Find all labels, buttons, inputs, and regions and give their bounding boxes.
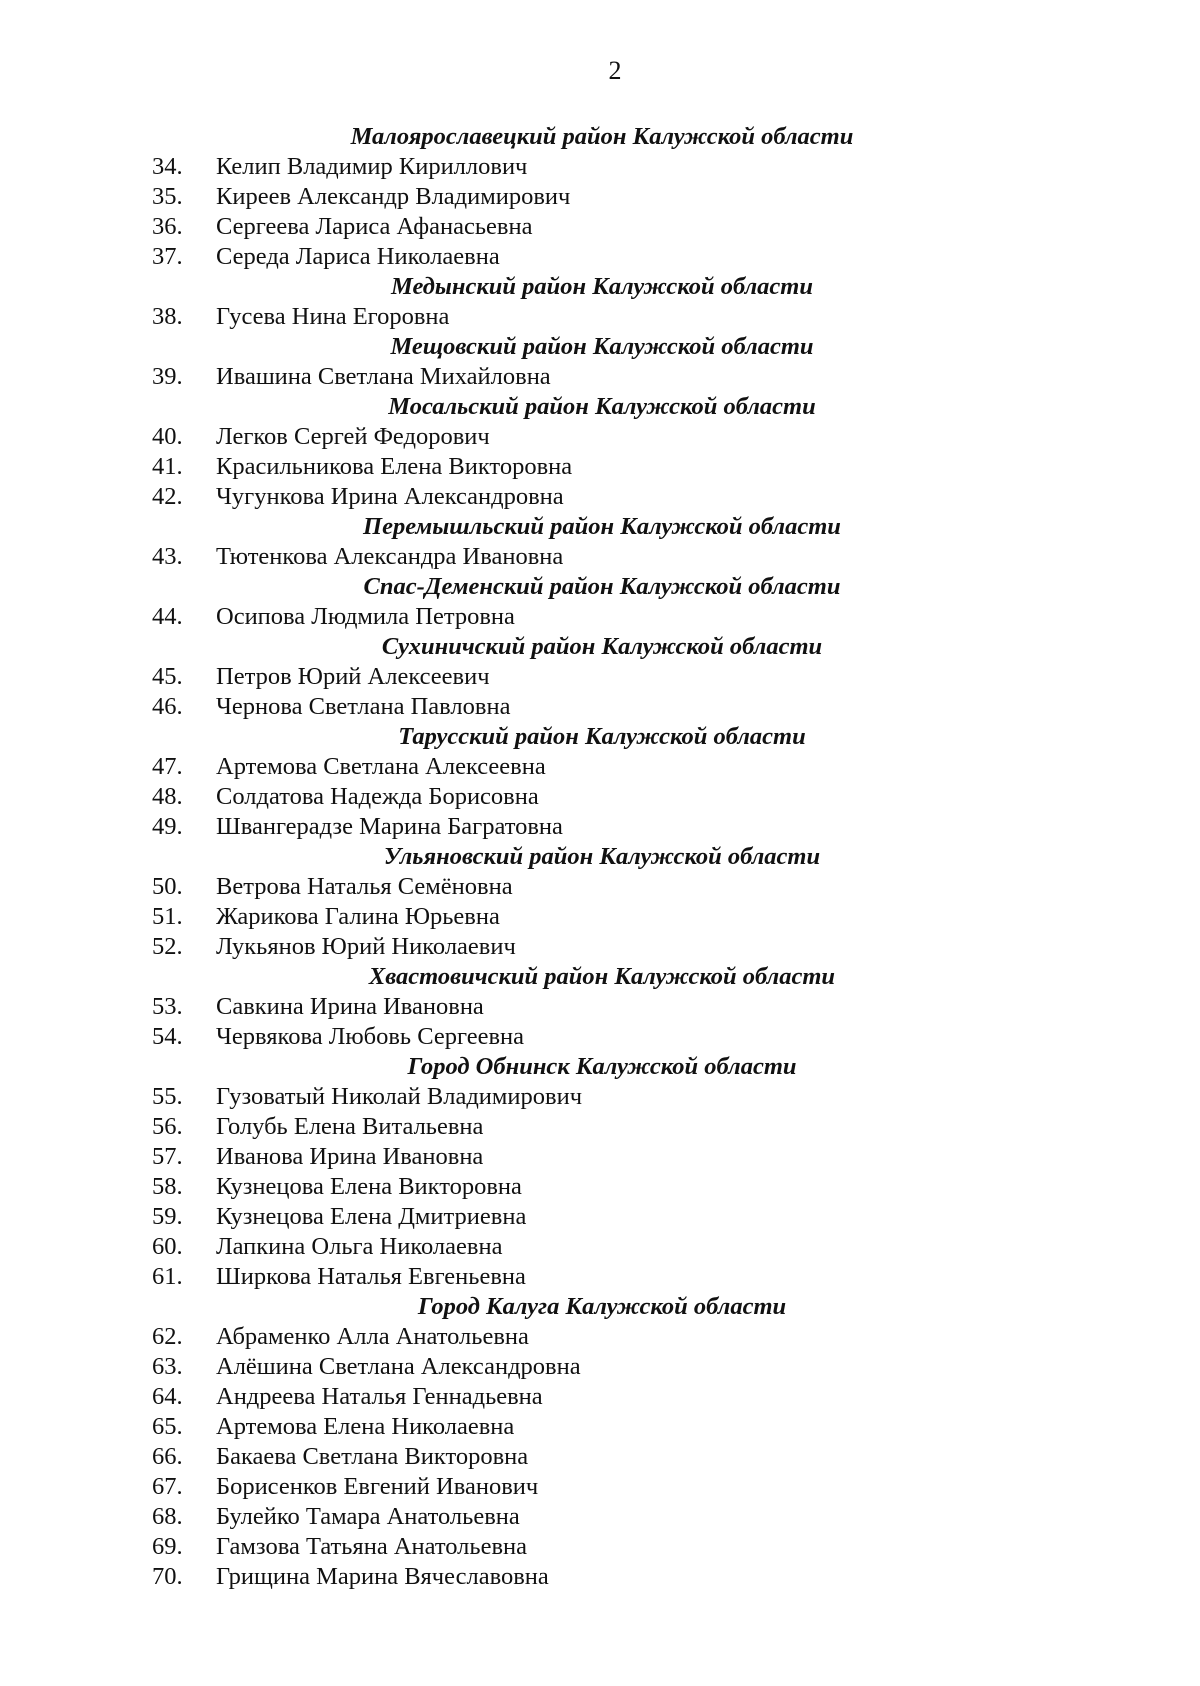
list-item (0, 1142, 1200, 1172)
list-item-name: Петров Юрий Алексеевич (216, 663, 490, 690)
list-item (0, 1112, 1200, 1142)
list-item-number: 66. (152, 1443, 183, 1470)
list-item (0, 1082, 1200, 1112)
list-item (0, 1262, 1200, 1292)
list-item-name: Киреев Александр Владимирович (216, 183, 571, 210)
page-number: 2 (608, 56, 622, 85)
list-item (0, 932, 1200, 962)
list-item-name: Лапкина Ольга Николаевна (216, 1233, 503, 1260)
list-item-name: Иванова Ирина Ивановна (216, 1143, 484, 1170)
list-item-name: Келип Владимир Кириллович (216, 153, 528, 180)
list-item-number: 49. (152, 813, 183, 840)
list-item-number: 61. (152, 1263, 183, 1290)
list-item-name: Жарикова Галина Юрьевна (216, 903, 500, 930)
list-item (0, 1412, 1200, 1442)
section-heading: Мещовский район Калужской области (390, 333, 814, 360)
list-item-name: Чернова Светлана Павловна (216, 693, 511, 720)
list-item-name: Гамзова Татьяна Анатольевна (216, 1533, 527, 1560)
list-item-number: 48. (152, 783, 183, 810)
list-item-name: Швангерадзе Марина Багратовна (216, 813, 563, 840)
list-item-name: Легков Сергей Федорович (216, 423, 490, 450)
list-item (0, 752, 1200, 782)
list-item-number: 56. (152, 1113, 183, 1140)
list-item-name: Грищина Марина Вячеславовна (216, 1563, 549, 1590)
list-item-number: 63. (152, 1353, 183, 1380)
list-item-name: Середа Лариса Николаевна (216, 243, 500, 270)
list-item-number: 41. (152, 453, 183, 480)
list-item-number: 35. (152, 183, 183, 210)
list-item-name: Гузоватый Николай Владимирович (216, 1083, 583, 1110)
section-heading: Мосальский район Калужской области (388, 393, 816, 420)
list-item (0, 182, 1200, 212)
list-item (0, 1232, 1200, 1262)
list-item (0, 362, 1200, 392)
list-item (0, 1022, 1200, 1052)
list-item-number: 46. (152, 693, 183, 720)
list-item-name: Солдатова Надежда Борисовна (216, 783, 539, 810)
list-item-name: Ширкова Наталья Евгеньевна (216, 1263, 526, 1290)
list-item-number: 65. (152, 1413, 183, 1440)
list-item-name: Бакаева Светлана Викторовна (216, 1443, 529, 1470)
list-item-name: Красильникова Елена Викторовна (216, 453, 573, 480)
list-item-number: 45. (152, 663, 183, 690)
list-item-number: 53. (152, 993, 183, 1020)
section-heading: Хвастовичский район Калужской области (368, 963, 836, 990)
list-item (0, 902, 1200, 932)
list-item-name: Тютенкова Александра Ивановна (216, 543, 564, 570)
list-item-name: Абраменко Алла Анатольевна (216, 1323, 529, 1350)
list-item (0, 152, 1200, 182)
list-item (0, 1352, 1200, 1382)
list-item-number: 55. (152, 1083, 183, 1110)
list-item (0, 1562, 1200, 1592)
section-heading: Медынский район Калужской области (391, 273, 813, 300)
list-item-name: Андреева Наталья Геннадьевна (216, 1383, 543, 1410)
list-item-name: Ветрова Наталья Семёновна (216, 873, 513, 900)
list-item (0, 422, 1200, 452)
list-item (0, 1322, 1200, 1352)
list-item-number: 52. (152, 933, 183, 960)
list-item-name: Борисенков Евгений Иванович (216, 1473, 539, 1500)
list-item (0, 782, 1200, 812)
list-item-number: 42. (152, 483, 183, 510)
list-item-number: 69. (152, 1533, 183, 1560)
list-item (0, 242, 1200, 272)
list-item (0, 1172, 1200, 1202)
list-item-number: 50. (152, 873, 183, 900)
list-item-number: 40. (152, 423, 183, 450)
list-item-number: 68. (152, 1503, 183, 1530)
list-item (0, 212, 1200, 242)
list-item-name: Голубь Елена Витальевна (216, 1113, 484, 1140)
list-item-number: 39. (152, 363, 183, 390)
list-item-number: 54. (152, 1023, 183, 1050)
list-item-name: Алёшина Светлана Александровна (216, 1353, 581, 1380)
section-heading: Тарусский район Калужской области (398, 723, 806, 750)
list-item-name: Кузнецова Елена Дмитриевна (216, 1203, 527, 1230)
list-item (0, 662, 1200, 692)
list-item-name: Савкина Ирина Ивановна (216, 993, 484, 1020)
list-item-number: 44. (152, 603, 183, 630)
list-item-name: Артемова Светлана Алексеевна (216, 753, 546, 780)
list-item-number: 58. (152, 1173, 183, 1200)
list-item-name: Ивашина Светлана Михайловна (216, 363, 551, 390)
section-heading: Город Обнинск Калужской области (407, 1053, 797, 1080)
list-item (0, 812, 1200, 842)
list-item-name: Осипова Людмила Петровна (216, 603, 515, 630)
list-item-number: 43. (152, 543, 183, 570)
list-item-name: Гусева Нина Егоровна (216, 303, 450, 330)
section-heading: Город Калуга Калужской области (417, 1293, 787, 1320)
list-item-number: 62. (152, 1323, 183, 1350)
list-item (0, 1502, 1200, 1532)
list-item (0, 1442, 1200, 1472)
name-list (0, 122, 1200, 1592)
list-item (0, 1472, 1200, 1502)
list-item-name: Сергеева Лариса Афанасьевна (216, 213, 533, 240)
list-item-number: 38. (152, 303, 183, 330)
list-item (0, 692, 1200, 722)
list-item-name: Кузнецова Елена Викторовна (216, 1173, 522, 1200)
list-item-number: 37. (152, 243, 183, 270)
list-item-number: 34. (152, 153, 183, 180)
list-item-number: 59. (152, 1203, 183, 1230)
list-item-number: 57. (152, 1143, 183, 1170)
list-item-number: 60. (152, 1233, 183, 1260)
list-item (0, 1382, 1200, 1412)
list-item (0, 872, 1200, 902)
list-item-name: Артемова Елена Николаевна (216, 1413, 515, 1440)
list-item-name: Червякова Любовь Сергеевна (216, 1023, 525, 1050)
list-item (0, 1532, 1200, 1562)
section-heading: Малоярославецкий район Калужской области (350, 123, 854, 150)
list-item-number: 51. (152, 903, 183, 930)
list-item-number: 36. (152, 213, 183, 240)
list-item (0, 452, 1200, 482)
list-item-name: Лукьянов Юрий Николаевич (216, 933, 516, 960)
list-item-number: 70. (152, 1563, 183, 1590)
section-heading: Ульяновский район Калужской области (383, 843, 821, 870)
list-item-number: 67. (152, 1473, 183, 1500)
list-item (0, 302, 1200, 332)
section-heading: Перемышльский район Калужской области (363, 513, 841, 540)
list-item (0, 482, 1200, 512)
section-heading: Спас-Деменский район Калужской области (363, 573, 841, 600)
list-item (0, 992, 1200, 1022)
list-item (0, 542, 1200, 572)
list-item-name: Булейко Тамара Анатольевна (216, 1503, 520, 1530)
list-item-number: 47. (152, 753, 183, 780)
list-item (0, 602, 1200, 632)
list-item-name: Чугункова Ирина Александровна (216, 483, 564, 510)
list-item (0, 1202, 1200, 1232)
list-item-number: 64. (152, 1383, 183, 1410)
section-heading: Сухиничский район Калужской области (381, 633, 823, 660)
